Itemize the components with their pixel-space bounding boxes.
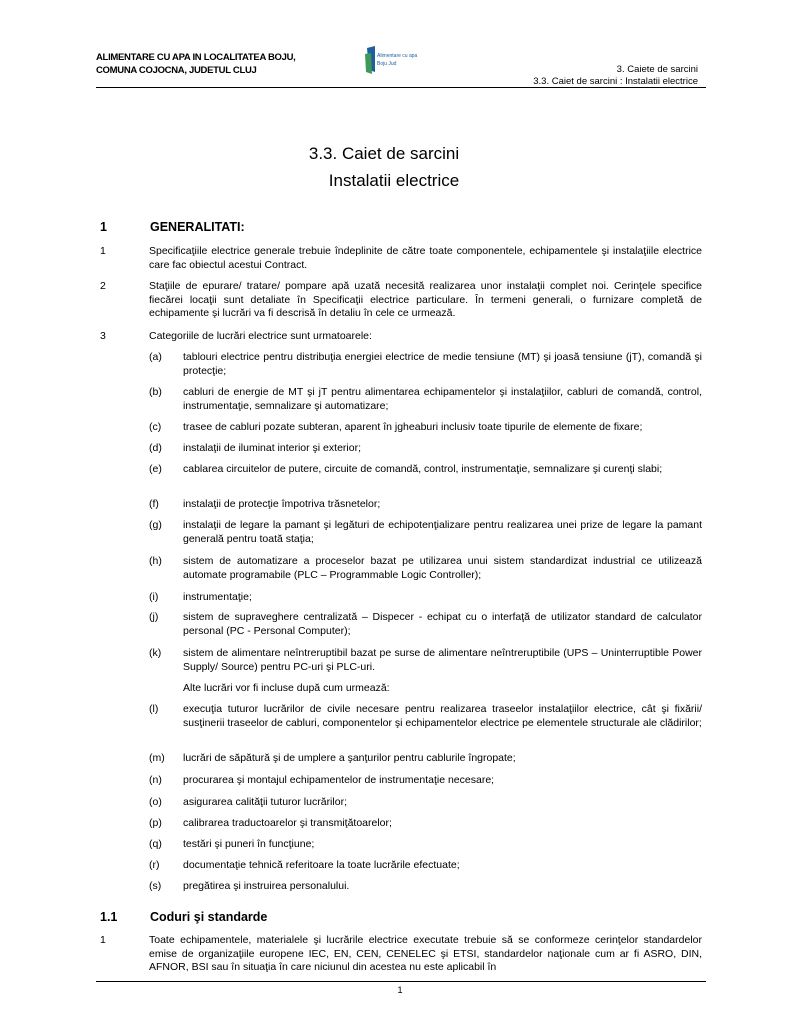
list-item-label: (g) (149, 519, 162, 531)
list-item-text: cablarea circuitelor de putere, circuite de comandă, control, instrumentaţie, semnalizare şi curenţi slabi; (183, 463, 663, 475)
list-item-text: sistem de automatizare a proceselor bazat pe utilizarea unui sistem standardizat industrial ce utilizează automate programabile (PLC – Programmable Logic Controller); (183, 555, 702, 581)
section-title: GENERALITATI: (150, 220, 245, 234)
section-number: 1.1 (100, 910, 118, 924)
footer-divider (96, 981, 706, 982)
numbered-paragraph (100, 934, 702, 975)
logo-text-line2: Boju Jud (377, 61, 397, 67)
list-item-text: instalaţii de protecţie împotriva trăsnetelor; (183, 498, 381, 510)
list-item (149, 703, 702, 730)
list-item-label: (e) (149, 463, 162, 475)
list-item (149, 838, 702, 852)
other-works-intro: Alte lucrări vor fi incluse după cum urmează: (183, 682, 390, 694)
list-item (149, 421, 702, 435)
list-item-text: testări şi puneri în funcţiune; (183, 838, 315, 850)
list-item-text: instalaţii de legare la pamant şi legături de echipotenţializare pentru realizarea unei prize de legare la pamant generală pentru toată staţia; (183, 519, 702, 545)
header-document-ref (533, 64, 698, 88)
numbered-paragraph (100, 280, 702, 321)
list-item-label: (q) (149, 838, 162, 850)
header-project-title (96, 51, 356, 77)
list-item-text: pregătirea şi instruirea personalului. (183, 880, 350, 892)
list-item-label: (p) (149, 817, 162, 829)
list-item-text: procurarea şi montajul echipamentelor de instrumentaţie necesare; (183, 774, 495, 786)
list-item-text: instrumentaţie; (183, 591, 252, 603)
list-item (149, 463, 702, 477)
list-item-label: (d) (149, 442, 162, 454)
paragraph-number: 1 (100, 934, 106, 946)
list-item (149, 859, 702, 873)
paragraph-number: 3 (100, 330, 106, 342)
list-item-label: (r) (149, 859, 160, 871)
list-item (149, 498, 702, 512)
list-item-label: (h) (149, 555, 162, 567)
list-item-text: trasee de cabluri pozate subteran, aparent în jgheaburi inclusiv toate tipurile de elemente de fixare; (183, 421, 643, 433)
list-item (149, 386, 702, 413)
list-item-label: (b) (149, 386, 162, 398)
list-item-label: (s) (149, 880, 162, 892)
list-item-text: documentaţie tehnică referitoare la toate lucrările efectuate; (183, 859, 460, 871)
paragraph-number: 1 (100, 245, 106, 257)
list-item-text: lucrări de săpătură şi de umplere a şanţurilor pentru cablurile îngropate; (183, 752, 516, 764)
list-item-text: calibrarea traductoarelor şi transmiţătoarelor; (183, 817, 392, 829)
paragraph-text: Toate echipamentele, materialele şi lucrările electrice executate trebuie să se conformeze cerinţelor standardelor emise de organizaţiile europene IEC, EN, CEN, CENELEC şi ETSI, standardelor naţionale cum ar fi ASRO, DIN, AFNOR, BSI sau în situaţia în care niciunul din acestea nu este aplicabil în (149, 934, 702, 973)
list-item-text: execuţia tuturor lucrărilor de civile necesare pentru realizarea traseelor instalaţiilor electrice, cât şi fixării/ susţinerii traseelor de cabluri, componentelor şi echipamentelor electrice pe elementele structurale ale clădirilor; (183, 703, 702, 729)
list-item-label: (n) (149, 774, 162, 786)
header-section: 3.3. Caiet de sarcini : Instalatii electrice (533, 76, 698, 87)
list-item (149, 351, 702, 378)
section-number: 1 (100, 220, 107, 234)
list-item (149, 555, 702, 582)
list-item (149, 519, 702, 546)
list-item-text: tablouri electrice pentru distribuţia energiei electrice de medie tensiune (MT) şi joasă tensiune (jT), comandă şi protecţie; (183, 351, 702, 377)
list-item-text: sistem de supraveghere centralizată – Dispecer - echipat cu o interfaţă de utilizator standard de calculator personal (PC - Personal Computer); (183, 611, 702, 637)
logo-text-line1: Alimentare cu apa (377, 53, 418, 59)
header-project-line1: ALIMENTARE CU APA IN LOCALITATEA BOJU, (96, 52, 296, 63)
list-item-label: (l) (149, 703, 159, 715)
list-item-text: instalaţii de iluminat interior şi exterior; (183, 442, 361, 454)
header-divider (96, 87, 706, 88)
paragraph-number: 2 (100, 280, 106, 292)
list-item (149, 647, 702, 674)
list-item-label: (j) (149, 611, 159, 623)
list-item (149, 817, 702, 831)
list-item-text: asigurarea calităţii tuturor lucrărilor; (183, 796, 347, 808)
paragraph-text: Staţiile de epurare/ tratare/ pompare apă uzată necesită realizarea unor instalaţii complet noi. Cerinţele specifice fiecărei locaţii sunt detaliate în Specificaţii electrice particulare. În termeni generali, o furnizare completă de echipamente şi lucrări va fi descrisă în detaliu în cele ce urmează. (149, 280, 702, 319)
list-item-label: (a) (149, 351, 162, 363)
section-title: Coduri şi standarde (150, 910, 268, 924)
list-item (149, 774, 702, 788)
list-item (149, 611, 702, 638)
list-item-label: (i) (149, 591, 159, 603)
list-item-text: sistem de alimentare neîntreruptibil bazat pe surse de alimentare neîntreruptibile (UPS – Uninterruptible Power Supply/ Source) pentru PC-uri şi PLC-uri. (183, 647, 702, 673)
paragraph-text: Categoriile de lucrări electrice sunt urmatoarele: (149, 330, 372, 342)
company-logo (363, 44, 418, 78)
header-project-line2: COMUNA COJOCNA, JUDETUL CLUJ (96, 65, 257, 76)
list-item-label: (o) (149, 796, 162, 808)
document-subtitle: Instalatii electrice (328, 171, 460, 190)
numbered-paragraph (100, 245, 702, 272)
header-chapter: 3. Caiete de sarcini (616, 64, 698, 75)
list-item (149, 591, 702, 605)
list-item-label: (k) (149, 647, 162, 659)
list-item (149, 880, 702, 894)
list-item (149, 796, 702, 810)
document-title: 3.3. Caiet de sarcini (308, 144, 460, 163)
list-item (149, 442, 702, 456)
paragraph-text: Specificaţiile electrice generale trebuie îndeplinite de către toate componentele, echipamentele şi instalaţiile electrice care fac obiectul acestui Contract. (149, 245, 702, 271)
list-item (149, 752, 702, 766)
list-item-text: cabluri de energie de MT şi jT pentru alimentarea echipamentelor şi instalaţiilor, cabluri de comandă, control, instrumentaţie, semnalizare şi automatizare; (183, 386, 702, 412)
list-item-label: (f) (149, 498, 159, 510)
page-number: 1 (397, 985, 403, 995)
numbered-paragraph (100, 330, 702, 344)
list-item-label: (c) (149, 421, 162, 433)
list-item-label: (m) (149, 752, 165, 764)
